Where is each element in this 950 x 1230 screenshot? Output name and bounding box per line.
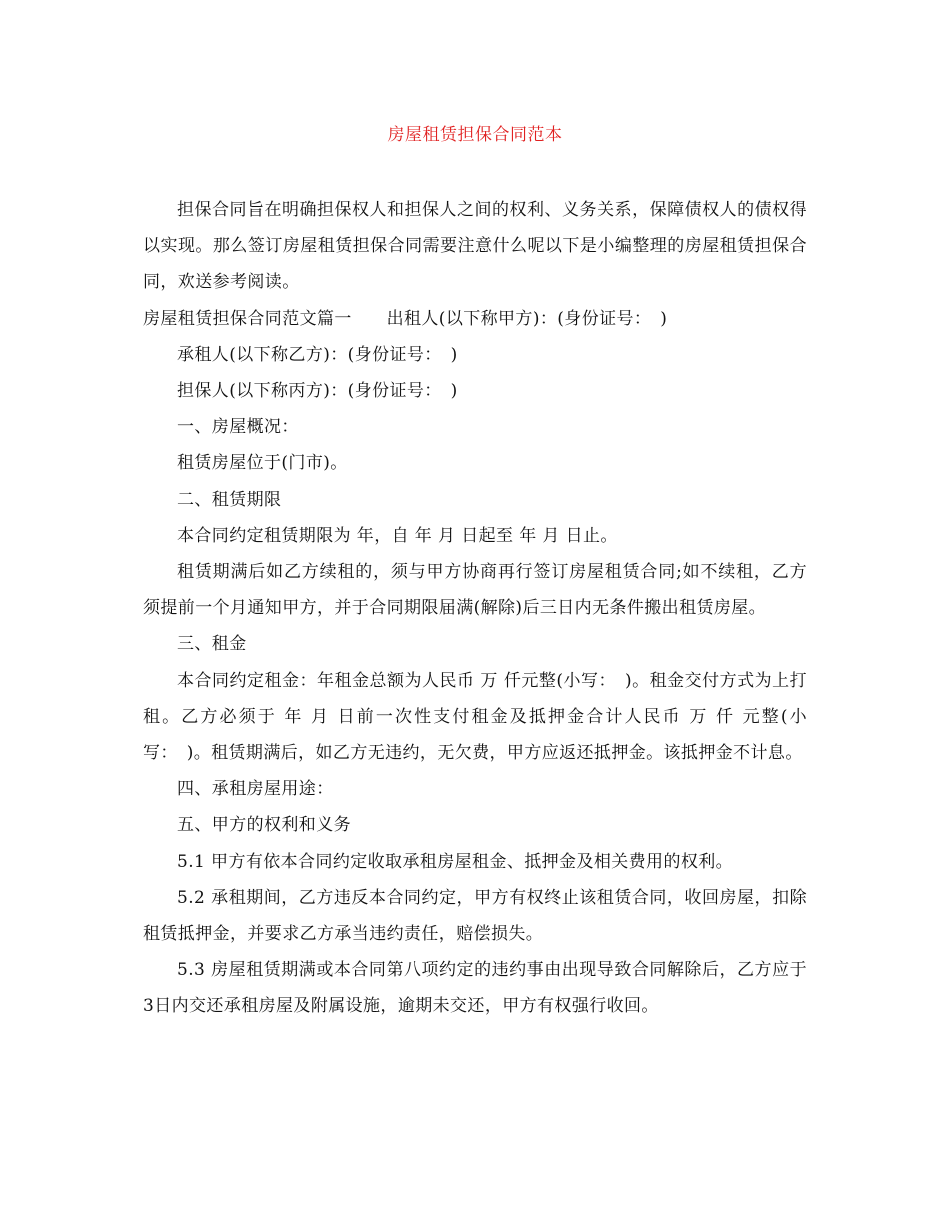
party-b-line: 承租人(以下称乙方)：(身份证号： ) [177, 344, 458, 365]
section-3-heading: 三、租金 [177, 634, 247, 655]
section-3-content: 本合同约定租金：年租金总额为人民币 万 仟元整(小写： )。租金交付方式为上打租。乙方必须于 年 月 日前一次性支付租金及抵押金合计人民币 万 仟 元整(小写： )。租赁期满后，如乙方无违约，无欠费，甲方应返还抵押金。该抵押金不计息。 [143, 670, 807, 764]
clause-5-3: 5.3 房屋租赁期满或本合同第八项约定的违约事由出现导致合同解除后，乙方应于3日内交还承租房屋及附属设施，逾期未交还，甲方有权强行收回。 [143, 960, 807, 1017]
clause-5-2: 5.2 承租期间，乙方违反本合同约定，甲方有权终止该租赁合同，收回房屋，扣除租赁抵押金，并要求乙方承当违约责任，赔偿损失。 [143, 887, 807, 945]
section-2-renewal: 租赁期满后如乙方续租的，须与甲方协商再行签订房屋租赁合同;如不续租，乙方须提前一个月通知甲方，并于合同期限届满(解除)后三日内无条件搬出租赁房屋。 [143, 562, 807, 619]
section-4-heading: 四、承租房屋用途： [177, 779, 334, 800]
clause-5-1: 5.1 甲方有依本合同约定收取承租房屋租金、抵押金及相关费用的权利。 [177, 851, 734, 872]
section-1-content: 租赁房屋位于(门市)。 [177, 453, 348, 474]
section-2-heading: 二、租赁期限 [177, 489, 282, 510]
section-2-term: 本合同约定租赁期限为 年，自 年 月 日起至 年 月 日止。 [177, 525, 618, 546]
section-1-heading: 一、房屋概况： [177, 417, 299, 438]
section-5-heading: 五、甲方的权利和义务 [177, 815, 351, 836]
party-c-line: 担保人(以下称丙方)：(身份证号： ) [177, 381, 458, 402]
party-a-line: 房屋租赁担保合同范文篇一 出租人(以下称甲方)：(身份证号： ) [143, 308, 668, 329]
intro-paragraph: 担保合同旨在明确担保权人和担保人之间的权利、义务关系，保障债权人的债权得以实现。那么签订房屋租赁担保合同需要注意什么呢以下是小编整理的房屋租赁担保合同，欢送参考阅读。 [143, 200, 807, 293]
document-title: 房屋租赁担保合同范本 [387, 125, 563, 145]
document-body [143, 192, 807, 1025]
